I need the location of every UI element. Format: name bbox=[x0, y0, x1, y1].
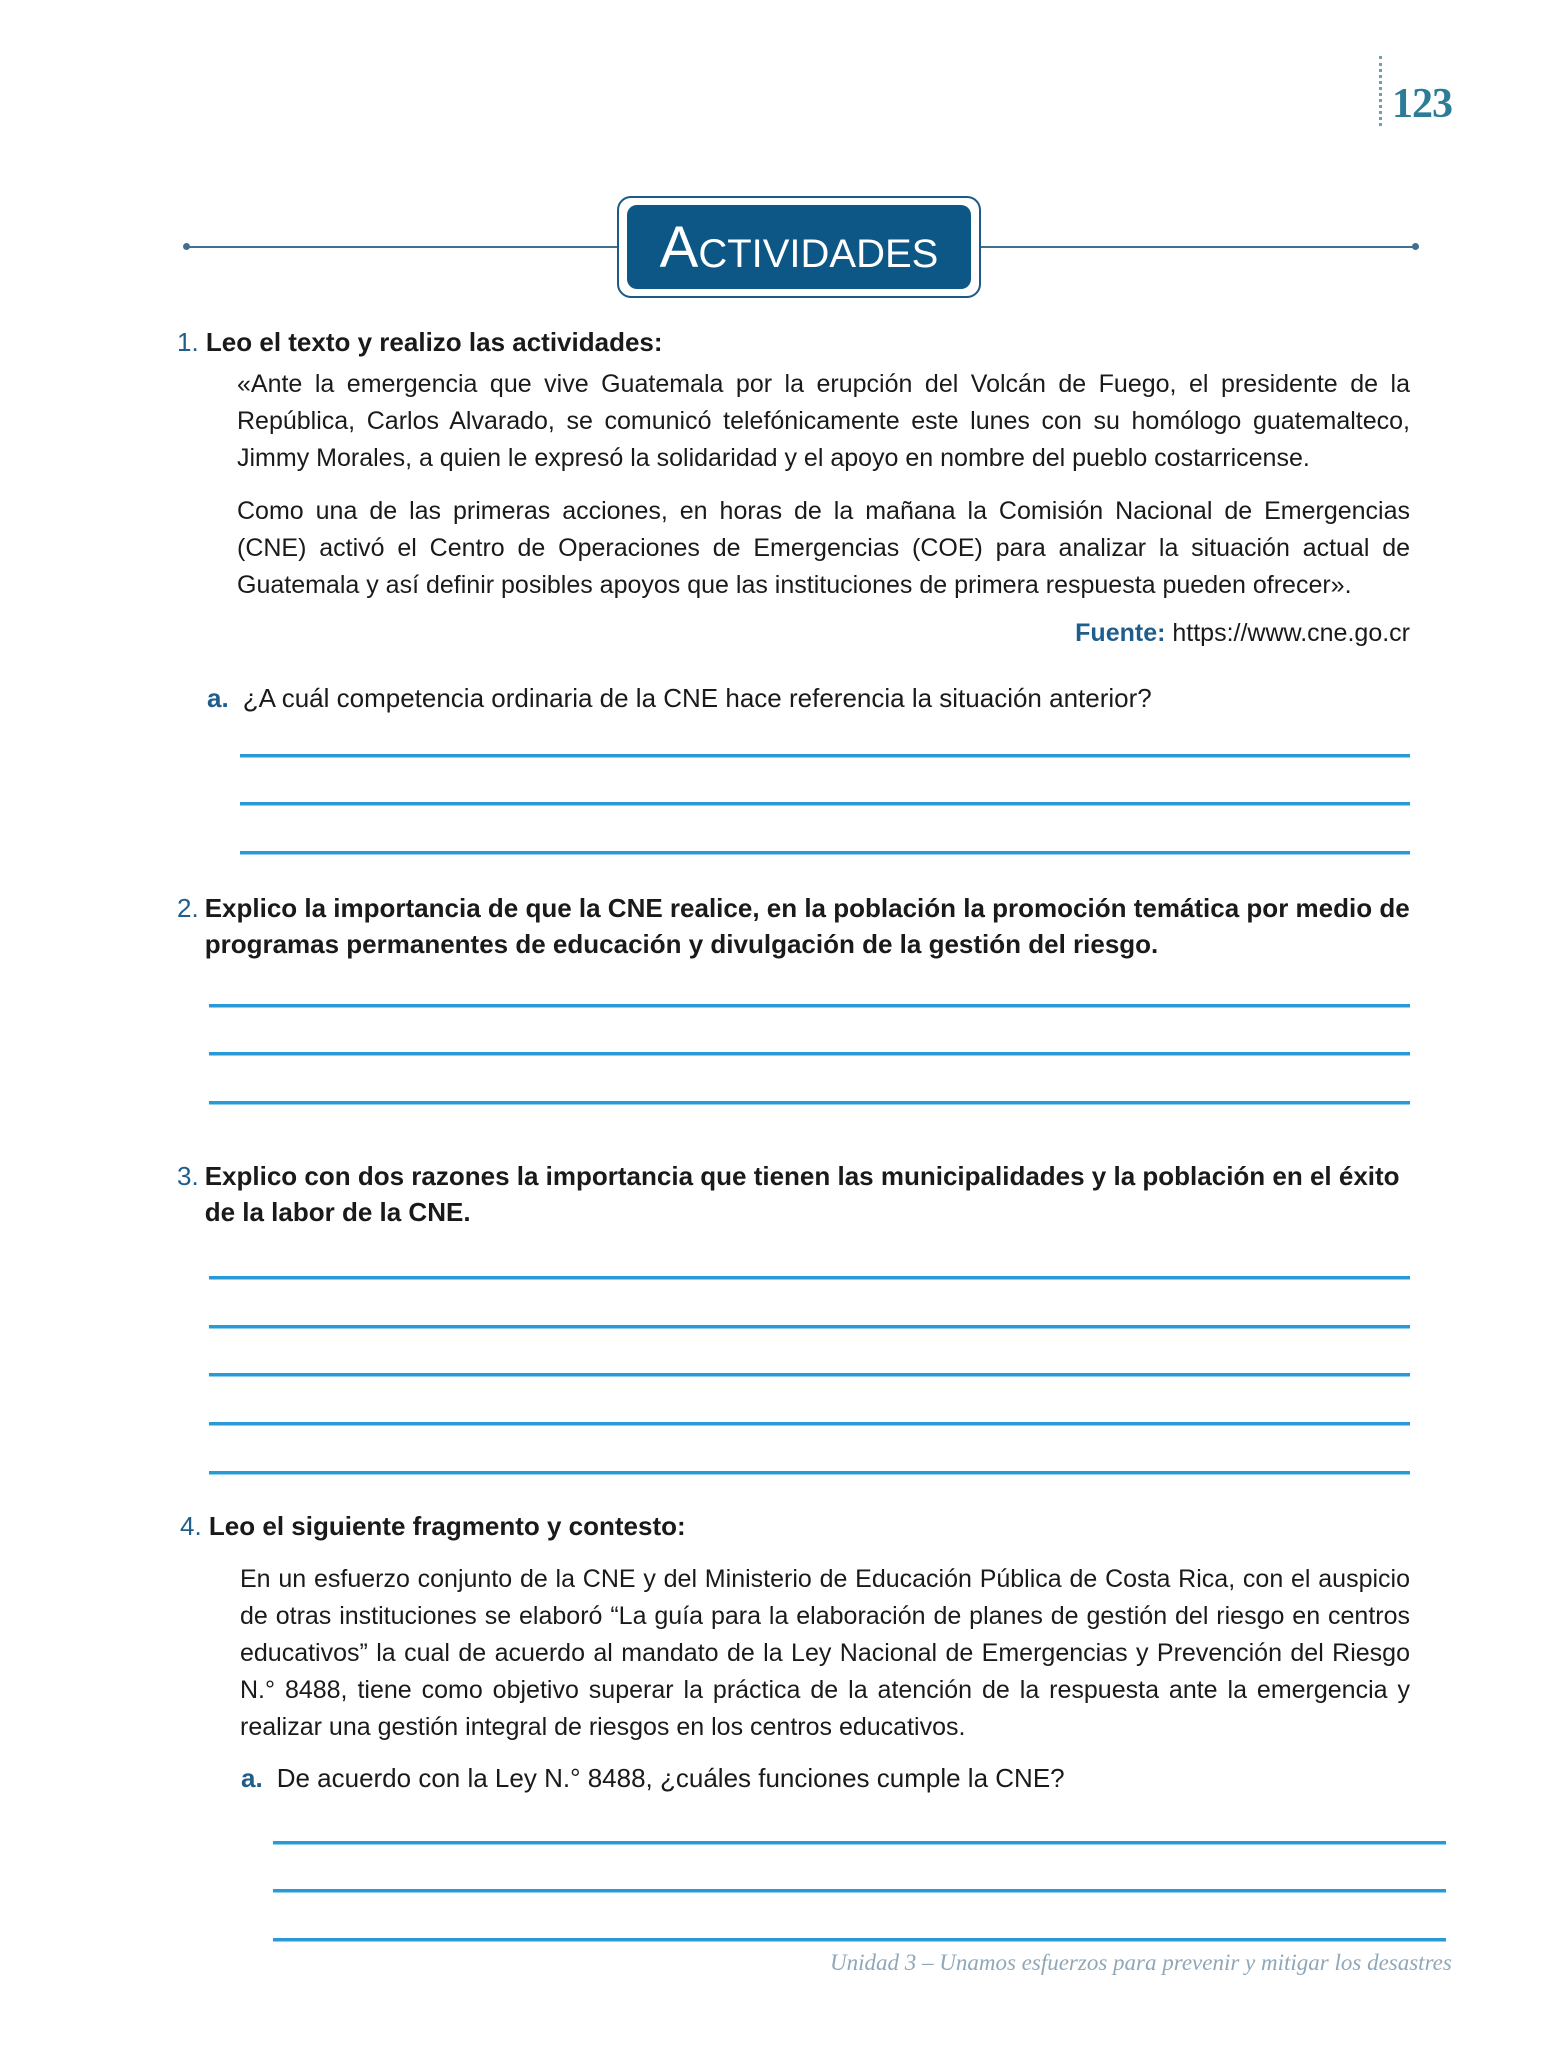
activity-prompt-text: Leo el texto y realizo las actividades: bbox=[205, 327, 663, 357]
activity-4-passage: En un esfuerzo conjunto de la CNE y del Ministerio de Educación Pública de Costa Rica, con el auspicio de otras instituciones se elaboró “La guía para la elaboración de planes de gestión del riesgo en centros educativos” la cual de acuerdo al mandato de la Ley Nacional de Emergencias y Prevención del Riesgo N.° 8488, tiene como objetivo superar la práctica de la atención de la respuesta ante la emergencia y realizar una gestión integral de riesgos en los centros educativos. bbox=[240, 1565, 1410, 1741]
header-rule-left bbox=[186, 246, 624, 248]
answer-line[interactable] bbox=[240, 802, 1410, 805]
answer-line[interactable] bbox=[273, 1938, 1446, 1941]
answer-line[interactable] bbox=[209, 1276, 1410, 1279]
activity-number: 1. bbox=[177, 327, 199, 357]
answer-line[interactable] bbox=[209, 1004, 1410, 1007]
answer-line[interactable] bbox=[273, 1889, 1446, 1892]
answer-line[interactable] bbox=[240, 754, 1410, 757]
section-title-rest: CTIVIDADES bbox=[698, 231, 939, 276]
answer-line[interactable] bbox=[209, 1052, 1410, 1055]
activity-1-prompt bbox=[177, 324, 663, 360]
activity-1-passage-p2: Como una de las primeras acciones, en horas de la mañana la Comisión Nacional de Emergencias (CNE) activó el Centro de Operaciones de Emergencias (COE) para analizar la situación actual de Guatemala y así definir posibles apoyos que las instituciones de primera respuesta pueden ofrecer». bbox=[237, 497, 1410, 599]
activity-3-prompt bbox=[177, 1158, 1412, 1230]
activity-number: 4. bbox=[180, 1511, 202, 1541]
activity-prompt-text: Leo el siguiente fragmento y contesto: bbox=[208, 1511, 686, 1541]
page-footer: Unidad 3 – Unamos esfuerzos para prevenir y mitigar los desastres bbox=[830, 1950, 1452, 1975]
activity-2-prompt bbox=[177, 890, 1412, 962]
answer-line[interactable] bbox=[209, 1471, 1410, 1474]
answer-line[interactable] bbox=[209, 1101, 1410, 1104]
activity-1-passage-p1: «Ante la emergencia que vive Guatemala por la erupción del Volcán de Fuego, el presidente de la República, Carlos Alvarado, se comunicó telefónicamente este lunes con su homólogo guatemalteco, Jimmy Morales, a quien le expresó la solidaridad y el apoyo en nombre del pueblo costarricense. bbox=[237, 370, 1410, 472]
sub-question-letter: a. bbox=[207, 683, 229, 713]
source-url: https://www.cne.go.cr bbox=[1172, 619, 1410, 647]
header-rule-right-dot bbox=[1412, 243, 1419, 250]
activity-4a-question bbox=[241, 1760, 1065, 1796]
section-title bbox=[660, 214, 939, 281]
sub-question-letter: a. bbox=[241, 1763, 263, 1793]
answer-line[interactable] bbox=[209, 1325, 1410, 1328]
activity-1-source bbox=[900, 619, 1410, 648]
activity-1a-question bbox=[207, 680, 1152, 716]
activity-prompt-text: Explico con dos razones la importancia que tienen las municipalidades y la población en el éxito de la labor de la CNE. bbox=[204, 1161, 1400, 1227]
page-number: 123 bbox=[1392, 81, 1452, 127]
answer-line[interactable] bbox=[273, 1841, 1446, 1844]
sub-question-text: De acuerdo con la Ley N.° 8488, ¿cuáles funciones cumple la CNE? bbox=[276, 1763, 1065, 1793]
activity-prompt-text: Explico la importancia de que la CNE realice, en la población la promoción temática por medio de programas permanentes de educación y divulgación de la gestión del riesgo. bbox=[204, 893, 1410, 959]
source-label: Fuente: bbox=[1075, 619, 1166, 647]
section-banner bbox=[627, 205, 971, 289]
section-title-initial: A bbox=[659, 214, 699, 280]
activity-4-prompt bbox=[180, 1508, 686, 1544]
header-rule-right bbox=[978, 246, 1416, 248]
activity-number: 2. bbox=[177, 893, 199, 923]
answer-line[interactable] bbox=[209, 1373, 1410, 1376]
page-number-divider bbox=[1379, 56, 1382, 126]
activity-number: 3. bbox=[177, 1161, 199, 1191]
answer-line[interactable] bbox=[209, 1422, 1410, 1425]
sub-question-text: ¿A cuál competencia ordinaria de la CNE hace referencia la situación anterior? bbox=[242, 683, 1152, 713]
answer-line[interactable] bbox=[240, 851, 1410, 854]
